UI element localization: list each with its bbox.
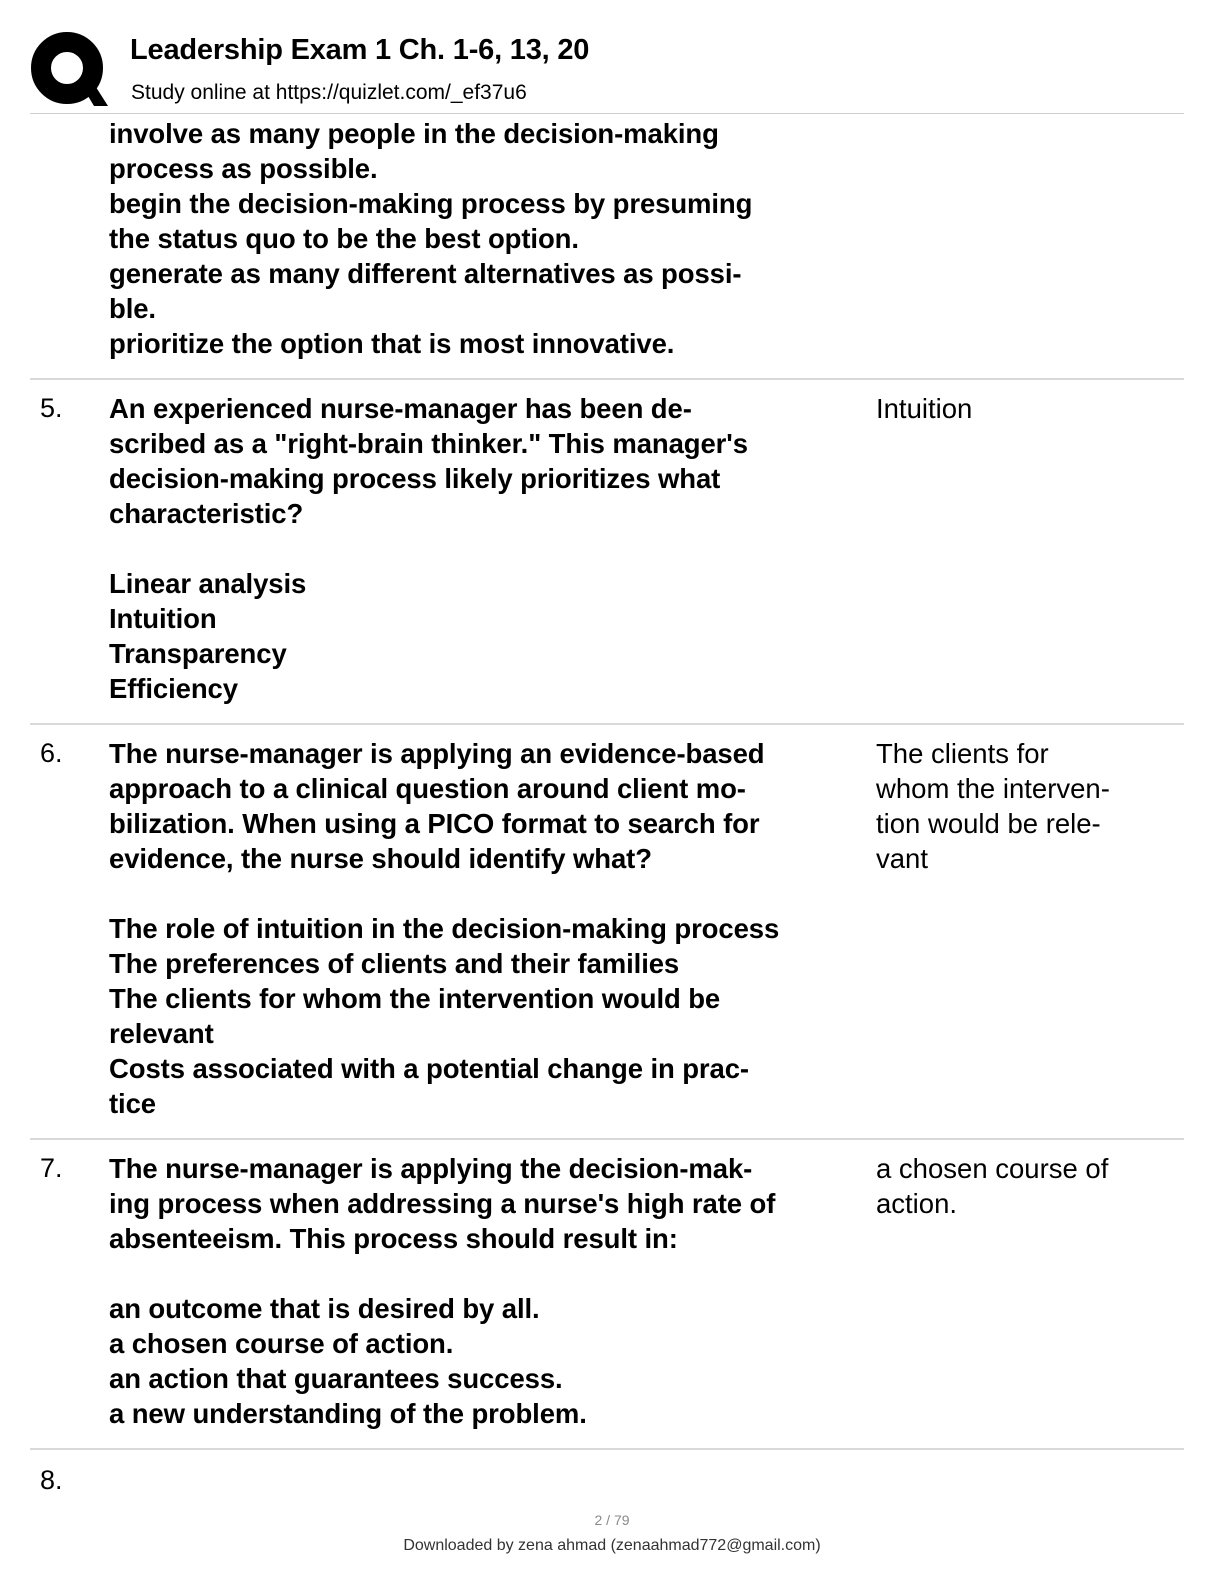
card-number: 6. [40,738,63,768]
answer-line: tion would be rele- [876,808,1101,839]
option-line: Efficiency [109,673,238,704]
answer-line: The clients for [876,738,1049,769]
card-question [109,736,869,1121]
card-answer [876,736,1176,876]
card-question [109,391,869,706]
option-line: an outcome that is desired by all. [109,1293,540,1324]
option-line: process as possible. [109,153,378,184]
card-question [109,1151,869,1431]
option-line: Transparency [109,638,287,669]
question-line: evidence, the nurse should identify what? [109,843,652,874]
question-line: approach to a clinical question around client mo- [109,773,746,804]
card-number: 8. [40,1465,63,1495]
question-line: decision-making process likely prioritizes what [109,463,721,494]
header-divider [30,113,1184,114]
option-line: ble. [109,293,156,324]
option-line: Intuition [109,603,217,634]
question-line: An experienced nurse-manager has been de- [109,393,692,424]
card-divider [30,1448,1184,1450]
option-line: Linear analysis [109,568,307,599]
answer-line: a chosen course of [876,1153,1109,1184]
question-gap [109,876,869,911]
question-line: bilization. When using a PICO format to search for [109,808,760,839]
download-notice: Downloaded by zena ahmad (zenaahmad772@gmail.com) [403,1537,821,1554]
card-answer [876,391,1176,426]
option-line: tice [109,1088,156,1119]
option-line: The preferences of clients and their families [109,948,680,979]
option-line: prioritize the option that is most innovative. [109,328,675,359]
option-line: the status quo to be the best option. [109,223,579,254]
option-line: begin the decision-making process by presuming [109,188,753,219]
option-line: involve as many people in the decision-making [109,118,719,149]
question-line: The nurse-manager is applying the decision-mak- [109,1153,753,1184]
option-line: Costs associated with a potential change in prac- [109,1053,749,1084]
card-divider [30,1138,1184,1140]
option-line: relevant [109,1018,214,1049]
option-line: The role of intuition in the decision-making process [109,913,780,944]
question-line: scribed as a "right-brain thinker." This manager's [109,428,748,459]
card-divider [30,723,1184,725]
answer-line: whom the interven- [876,773,1110,804]
document-title: Leadership Exam 1 Ch. 1-6, 13, 20 [130,34,590,66]
page-number: 2 / 79 [594,1512,630,1528]
card-answer [876,1151,1176,1221]
card-divider [30,378,1184,380]
answer-line: action. [876,1188,958,1219]
option-line: a chosen course of action. [109,1328,454,1359]
question-gap [109,531,869,566]
continued-options [109,116,869,361]
answer-line: vant [876,843,928,874]
option-line: generate as many different alternatives as possi- [109,258,742,289]
question-line: absenteeism. This process should result in: [109,1223,678,1254]
question-gap [109,1256,869,1291]
question-line: ing process when addressing a nurse's high rate of [109,1188,776,1219]
study-online-link[interactable]: Study online at https://quizlet.com/_ef37u6 [131,81,527,104]
option-line: The clients for whom the intervention would be [109,983,721,1014]
option-line: an action that guarantees success. [109,1363,563,1394]
card-number: 7. [40,1153,63,1183]
quizlet-q-logo-icon [30,30,108,108]
card-number: 5. [40,393,63,423]
question-line: The nurse-manager is applying an evidence-based [109,738,765,769]
question-line: characteristic? [109,498,304,529]
answer-line: Intuition [876,393,973,424]
document-header [0,0,1224,116]
option-line: a new understanding of the problem. [109,1398,587,1429]
